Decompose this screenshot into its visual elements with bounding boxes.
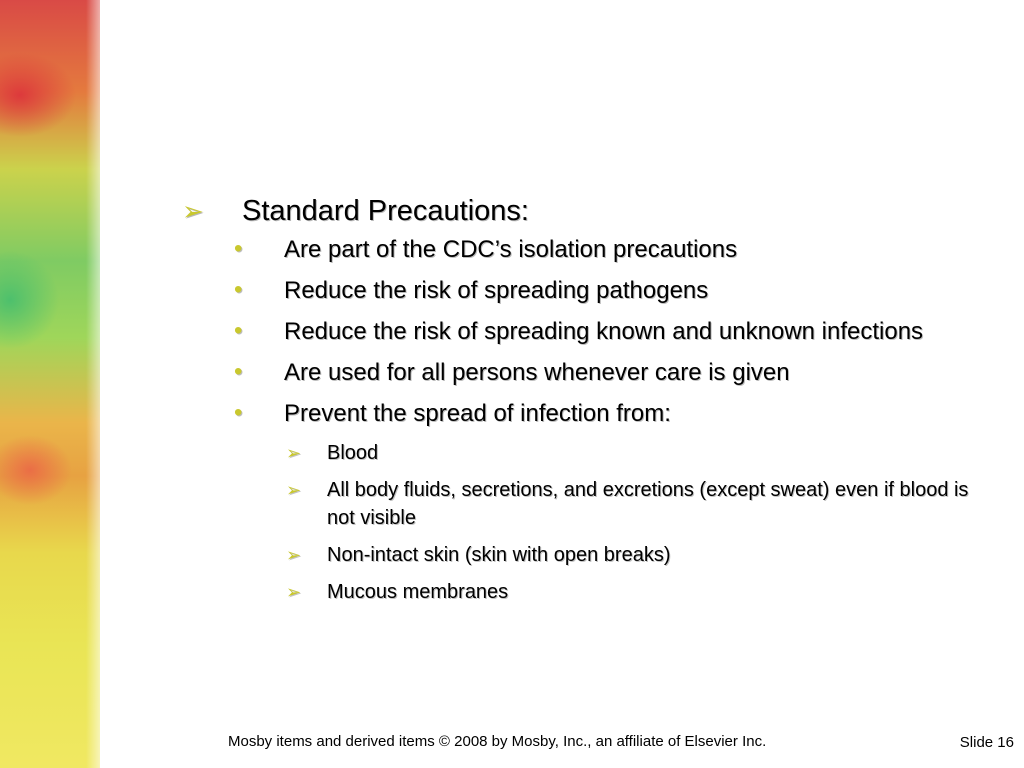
list-item-text: Reduce the risk of spreading known and unknown infections bbox=[284, 318, 924, 345]
arrow-bullet-icon: ➢ bbox=[286, 443, 302, 463]
arrow-bullet-icon: ➢ bbox=[286, 480, 302, 500]
arrow-bullet-icon: ➢ bbox=[182, 196, 204, 226]
list-item-text: Prevent the spread of infection from: bbox=[284, 400, 671, 427]
decorative-side-band bbox=[0, 0, 100, 768]
arrow-bullet-icon: ➢ bbox=[286, 545, 302, 565]
sub-list-item-text: Non-intact skin (skin with open breaks) bbox=[327, 544, 671, 566]
dot-bullet-icon: • bbox=[234, 317, 243, 344]
list-item-text: Reduce the risk of spreading pathogens bbox=[284, 277, 709, 304]
dot-bullet-icon: • bbox=[234, 399, 243, 426]
list-item-text: Are used for all persons whenever care is given bbox=[284, 359, 790, 386]
list-item bbox=[182, 398, 982, 430]
dot-bullet-icon: • bbox=[234, 235, 243, 262]
slide-heading: Standard Precautions: bbox=[242, 195, 529, 227]
sub-list-item bbox=[182, 541, 982, 569]
heading-bullet-item bbox=[182, 192, 982, 230]
sub-list-item bbox=[182, 476, 982, 532]
sub-list-item bbox=[182, 578, 982, 606]
sub-list-item bbox=[182, 439, 982, 467]
arrow-bullet-icon: ➢ bbox=[286, 582, 302, 602]
slide-content bbox=[182, 192, 982, 615]
sub-list-item-text: Blood bbox=[327, 442, 379, 464]
list-item bbox=[182, 357, 982, 389]
list-item bbox=[182, 234, 982, 266]
dot-bullet-icon: • bbox=[234, 276, 243, 303]
sub-list-item-text: All body fluids, secretions, and excretions (except sweat) even if blood is not visible bbox=[327, 479, 969, 529]
list-item bbox=[182, 316, 982, 348]
sub-list-item-text: Mucous membranes bbox=[327, 581, 509, 603]
list-item bbox=[182, 275, 982, 307]
dot-bullet-icon: • bbox=[234, 358, 243, 385]
slide-number: Slide 16 bbox=[959, 734, 1014, 751]
copyright-footer: Mosby items and derived items © 2008 by Mosby, Inc., an affiliate of Elsevier Inc. bbox=[228, 733, 767, 750]
list-item-text: Are part of the CDC’s isolation precautions bbox=[284, 236, 738, 263]
